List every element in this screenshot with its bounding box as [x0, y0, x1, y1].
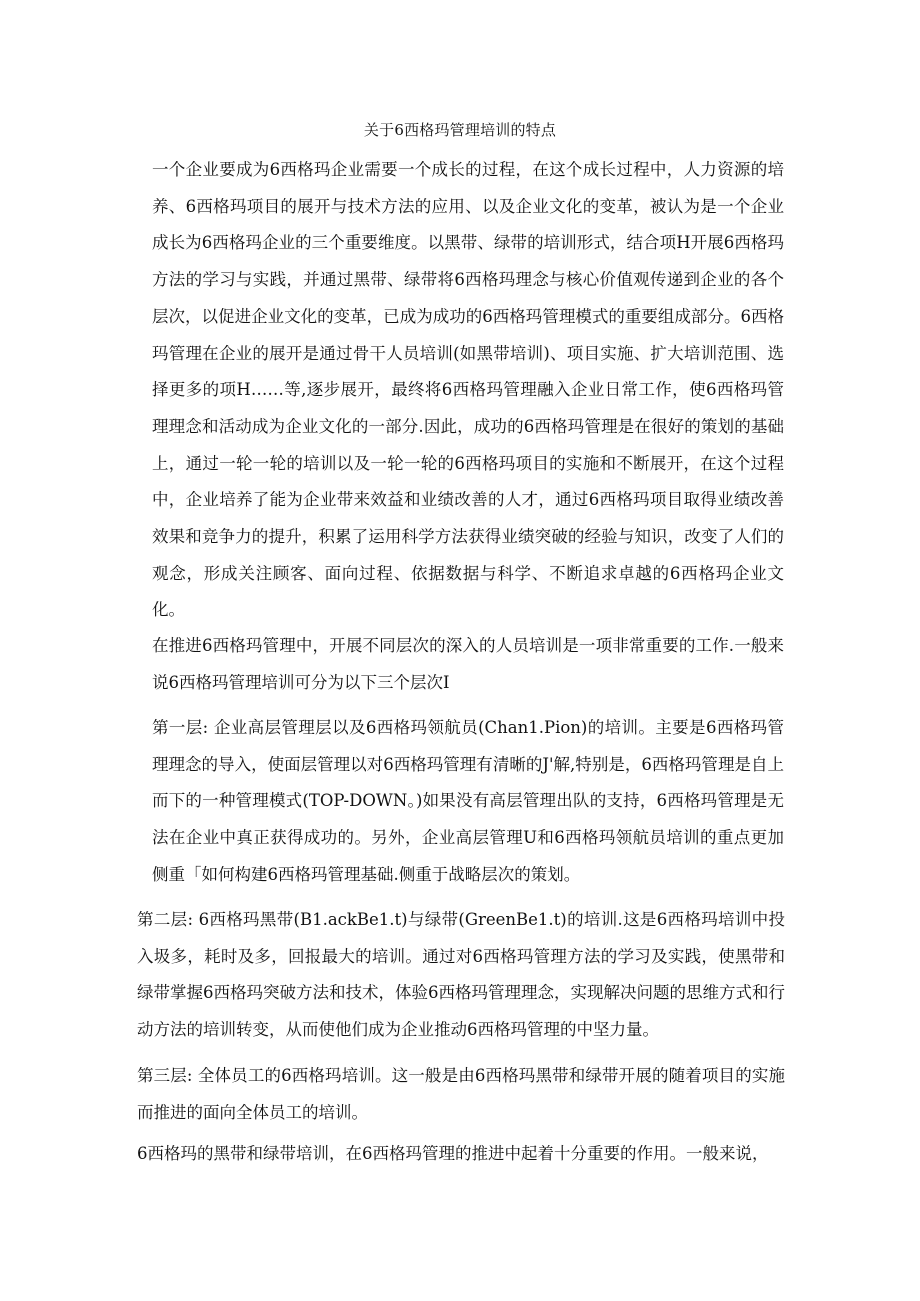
- paragraph-level-one: 第一层: 企业高层管理层以及6西格玛领航员(Chan1.Pion)的培训。主要是6西格玛管理理念的导入，使面层管理以对6西格玛管理有清晰的J'解,特别是，6西格玛管理是自上而下的一种管理模式(TOP-DOWN。)如果没有高层管理出队的支持，6西格玛管理是无法在企业中真正获得成功的。另外，企业高层管理U和6西格玛领航员培训的重点更加侧重「如何构建6西格玛管理基础.侧重于战略层次的策划。: [152, 718, 784, 884]
- paragraph-belt-training: 6西格玛的黑带和绿带培训，在6西格玛管理的推进中起着十分重要的作用。一般来说，: [137, 1144, 769, 1163]
- paragraph-training-levels: 在推进6西格玛管理中，开展不同层次的深入的人员培训是一项非常重要的工作.一般来说6西格玛管理培训可分为以下三个层次I: [152, 636, 784, 692]
- document-title: 关于6西格玛管理培训的特点: [363, 121, 557, 139]
- paragraph-level-three: 第三层: 全体员工的6西格玛培训。这一般是由6西格玛黑带和绿带开展的随着项目的实施而推进的面向全体员工的培训。: [137, 1066, 785, 1122]
- paragraph-intro: 一个企业要成为6西格玛企业需要一个成长的过程，在这个成长过程中，人力资源的培养、6西格玛项目的展开与技术方法的应用、以及企业文化的变革，被认为是一个企业成长为6西格玛企业的三个重要维度。以黑带、绿带的培训形式，结合项H开展6西格玛方法的学习与实践，并通过黑带、绿带将6西格玛理念与核心价值观传递到企业的各个层次，以促进企业文化的变革，已成为成功的6西格玛管理模式的重要组成部分。6西格玛管理在企业的展开是通过骨干人员培训(如黑带培训)、项目实施、扩大培训范围、选择更多的项H……等,逐步展开，最终将6西格玛管理融入企业日常工作，使6西格玛管理理念和活动成为企业文化的一部分.因此，成功的6西格玛管理是在很好的策划的基础上，通过一轮一轮的培训以及一轮一轮的6西格玛项目的实施和不断展开，在这个过程中，企业培养了能为企业带来效益和业绩改善的人才，通过6西格玛项目取得业绩改善效果和竞争力的提升，积累了运用科学方法获得业绩突破的经验与知识，改变了人们的观念，形成关注顾客、面向过程、依据数据与科学、不断追求卓越的6西格玛企业文化。: [152, 160, 784, 620]
- paragraph-level-two: 第二层: 6西格玛黑带(B1.ackBe1.t)与绿带(GreenBe1.t)的培训.这是6西格玛培训中投入圾多，耗时及多，回报最大的培训。通过对6西格玛管理方法的学习及实践，使黑带和绿带掌握6西格玛突破方法和技术，体验6西格玛管理理念，实现解决问题的思维方式和行动方法的培训转变，从而使他们成为企业推动6西格玛管理的中坚力量。: [137, 910, 785, 1040]
